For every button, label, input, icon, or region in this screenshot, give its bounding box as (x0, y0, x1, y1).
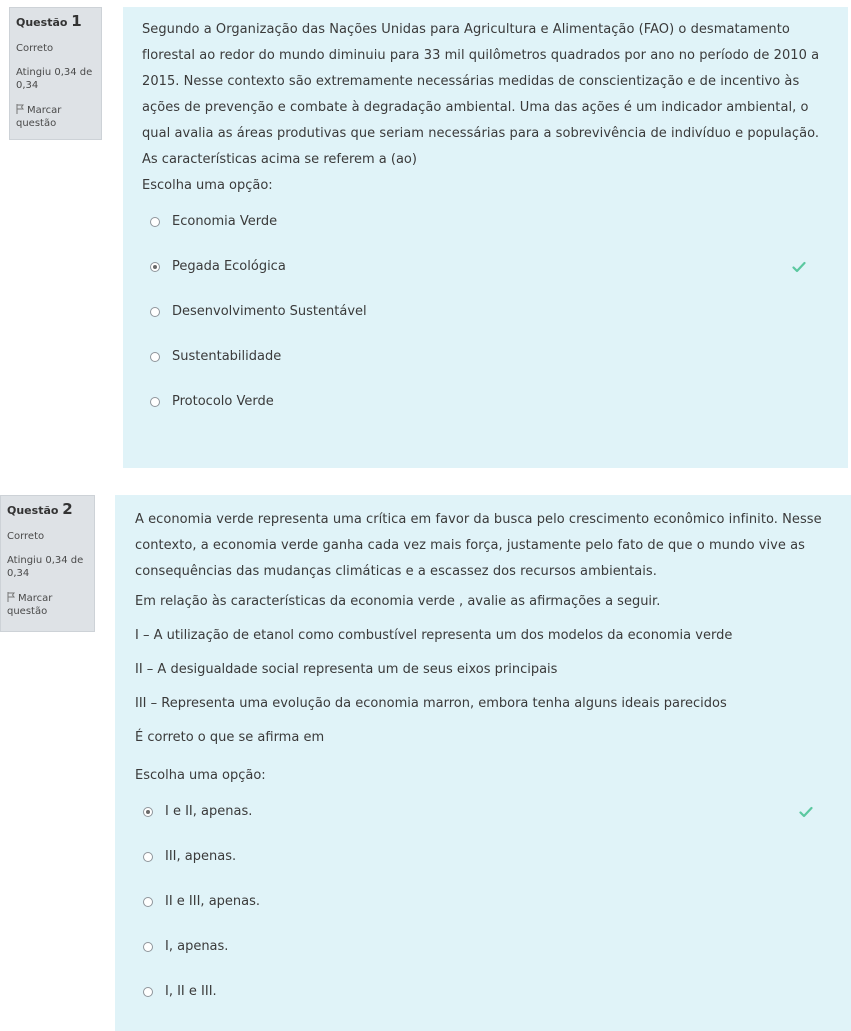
radio-button[interactable] (143, 942, 153, 952)
question-info-1 (9, 7, 102, 140)
question-text: A economia verde representa uma crítica em favor da busca pelo crescimento econômico infinito. Nesse contexto, a economia verde ganha cada vez mais força, justamente pelo fato de que o mundo vive as consequências das mudanças climáticas e a escassez dos recursos ambientais. (135, 512, 822, 579)
radio-button[interactable] (150, 262, 160, 272)
answer-options (142, 199, 828, 424)
radio-button[interactable] (150, 352, 160, 362)
radio-button[interactable] (150, 307, 160, 317)
choose-option-label: Escolha uma opção: (135, 768, 266, 783)
statement-item: I – A utilização de etanol como combustível representa um dos modelos da economia verde (135, 628, 733, 643)
statement-item: II – A desigualdade social representa um de seus eixos principais (135, 662, 558, 677)
option-label: Pegada Ecológica (172, 258, 286, 274)
answer-option[interactable] (142, 289, 828, 334)
question-title: Questão 2 (7, 500, 73, 518)
option-label: I, apenas. (165, 938, 229, 954)
answer-option[interactable] (142, 334, 828, 379)
question-content-1 (123, 7, 848, 468)
answer-option[interactable] (142, 199, 828, 244)
question-grade: Atingiu 0,34 de 0,34 (7, 555, 84, 579)
statement-item: III – Representa uma evolução da economia marron, embora tenha alguns ideais parecidos (135, 696, 727, 711)
correct-check-icon (792, 261, 806, 273)
radio-button[interactable] (150, 397, 160, 407)
option-label: Sustentabilidade (172, 348, 282, 364)
option-label: I, II e III. (165, 983, 217, 999)
option-label: Protocolo Verde (172, 393, 274, 409)
flag-icon (16, 104, 24, 114)
answer-options (135, 789, 835, 1014)
choose-option-label: Escolha uma opção: (142, 178, 273, 193)
question-number: 2 (62, 500, 73, 518)
answer-option[interactable] (135, 834, 835, 879)
option-label: II e III, apenas. (165, 893, 261, 909)
statement-item: É correto o que se afirma em (135, 730, 325, 745)
answer-option[interactable] (135, 879, 835, 924)
answer-option[interactable] (135, 924, 835, 969)
radio-button[interactable] (143, 987, 153, 997)
radio-button[interactable] (143, 807, 153, 817)
answer-option[interactable] (135, 789, 835, 834)
radio-button[interactable] (143, 897, 153, 907)
answer-option[interactable] (142, 379, 828, 424)
question-info-2 (0, 495, 95, 632)
question-text: Segundo a Organização das Nações Unidas para Agricultura e Alimentação (FAO) o desmatamento florestal ao redor do mundo diminuiu para 33 mil quilômetros quadrados por ano no período de 2010 a 2015. Nesse contexto são extremamente necessárias medidas de conscientização e de incentivo às ações de prevenção e combate à degradação ambiental. Uma das ações é um indicador ambiental, o qual avalia as áreas produtivas que seriam necessárias para a sobrevivência de indivíduo e população. (142, 22, 820, 141)
flag-question-link[interactable]: Marcar questão (16, 105, 62, 129)
question-number: 1 (71, 12, 82, 30)
question-state: Correto (16, 42, 54, 54)
question-prompt: Em relação às características da economia verde , avalie as afirmações a seguir. (135, 594, 661, 609)
question-content-2 (115, 495, 851, 1031)
correct-check-icon (799, 806, 813, 818)
option-label: Economia Verde (172, 213, 278, 229)
question-state: Correto (7, 530, 45, 542)
option-label: III, apenas. (165, 848, 237, 864)
question-title: Questão 1 (16, 12, 82, 30)
answer-option[interactable] (142, 244, 828, 289)
question-grade: Atingiu 0,34 de 0,34 (16, 67, 93, 91)
radio-button[interactable] (143, 852, 153, 862)
question-prompt: As características acima se referem a (ao) (142, 152, 417, 167)
flag-question-link[interactable]: Marcar questão (7, 593, 53, 617)
flag-icon (7, 592, 15, 602)
option-label: I e II, apenas. (165, 803, 253, 819)
answer-option[interactable] (135, 969, 835, 1014)
option-label: Desenvolvimento Sustentável (172, 303, 367, 319)
radio-button[interactable] (150, 217, 160, 227)
statement-list (135, 619, 835, 755)
